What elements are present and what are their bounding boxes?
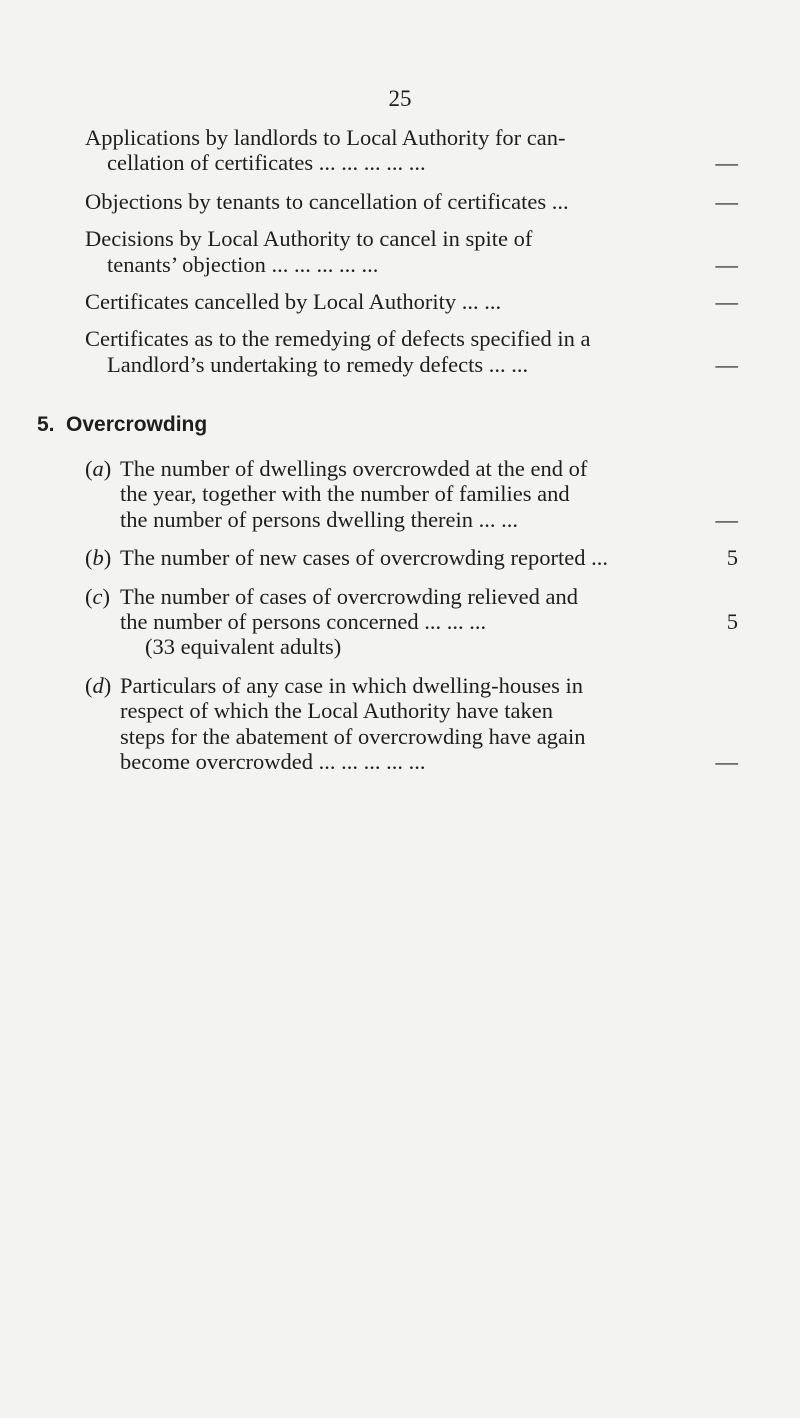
item-label-close: )	[103, 673, 112, 698]
entry-value: —	[715, 150, 738, 175]
page-number: 25	[388, 86, 412, 111]
item-line: respect of which the Local Authority have taken	[120, 698, 553, 723]
entry-line: Applications by landlords to Local Authority for can-	[85, 125, 566, 150]
entry-value: —	[715, 352, 738, 377]
item-line: steps for the abatement of overcrowding have again	[120, 724, 586, 749]
section-number: 5.	[37, 413, 55, 436]
entry-line: Certificates as to the remedying of defects specified in a	[85, 326, 591, 351]
section-title: Overcrowding	[66, 413, 208, 436]
item-line: become overcrowded ... ... ... ... ...	[120, 749, 426, 774]
entry-value: —	[715, 252, 738, 277]
item-line: the year, together with the number of families and	[120, 481, 570, 506]
entry-line: Decisions by Local Authority to cancel in spite of	[85, 226, 533, 251]
entry-line: Certificates cancelled by Local Authority ... ...	[85, 289, 502, 314]
item-label-open: (	[85, 673, 93, 698]
item-line: Particulars of any case in which dwelling-houses in	[120, 673, 584, 698]
item-value: —	[715, 507, 738, 532]
item-label-letter: d	[92, 673, 104, 698]
entry-line: Landlord’s undertaking to remedy defects ... ...	[107, 352, 529, 377]
item-label	[85, 545, 111, 571]
item-line: The number of cases of overcrowding relieved and	[120, 584, 578, 609]
item-label-letter: b	[92, 545, 104, 570]
item-line: the number of persons dwelling therein ... ...	[120, 507, 519, 532]
item-value: 5	[726, 609, 738, 634]
item-label	[85, 673, 111, 699]
entry-line: cellation of certificates ... ... ... ... ...	[107, 150, 426, 175]
item-line: the number of persons concerned ... ... ...	[120, 609, 487, 634]
item-label	[85, 456, 111, 482]
item-value: 5	[726, 545, 738, 570]
item-label-open: (	[85, 584, 93, 609]
entry-value: —	[715, 189, 738, 214]
entry-line: tenants’ objection ... ... ... ... ...	[107, 252, 379, 277]
item-label-close: )	[103, 456, 112, 481]
item-line: The number of new cases of overcrowding reported ...	[120, 545, 608, 570]
item-line: The number of dwellings overcrowded at the end of	[120, 456, 588, 481]
item-label-open: (	[85, 545, 93, 570]
item-label-open: (	[85, 456, 93, 481]
item-label	[85, 584, 110, 610]
entry-value: —	[715, 289, 738, 314]
item-label-close: )	[102, 584, 110, 609]
item-label-letter: a	[92, 456, 104, 481]
item-label-close: )	[103, 545, 112, 570]
item-value: —	[715, 749, 738, 774]
item-label-letter: c	[92, 584, 103, 609]
entry-line: Objections by tenants to cancellation of certificates ...	[85, 189, 569, 214]
item-line: (33 equivalent adults)	[145, 634, 342, 659]
